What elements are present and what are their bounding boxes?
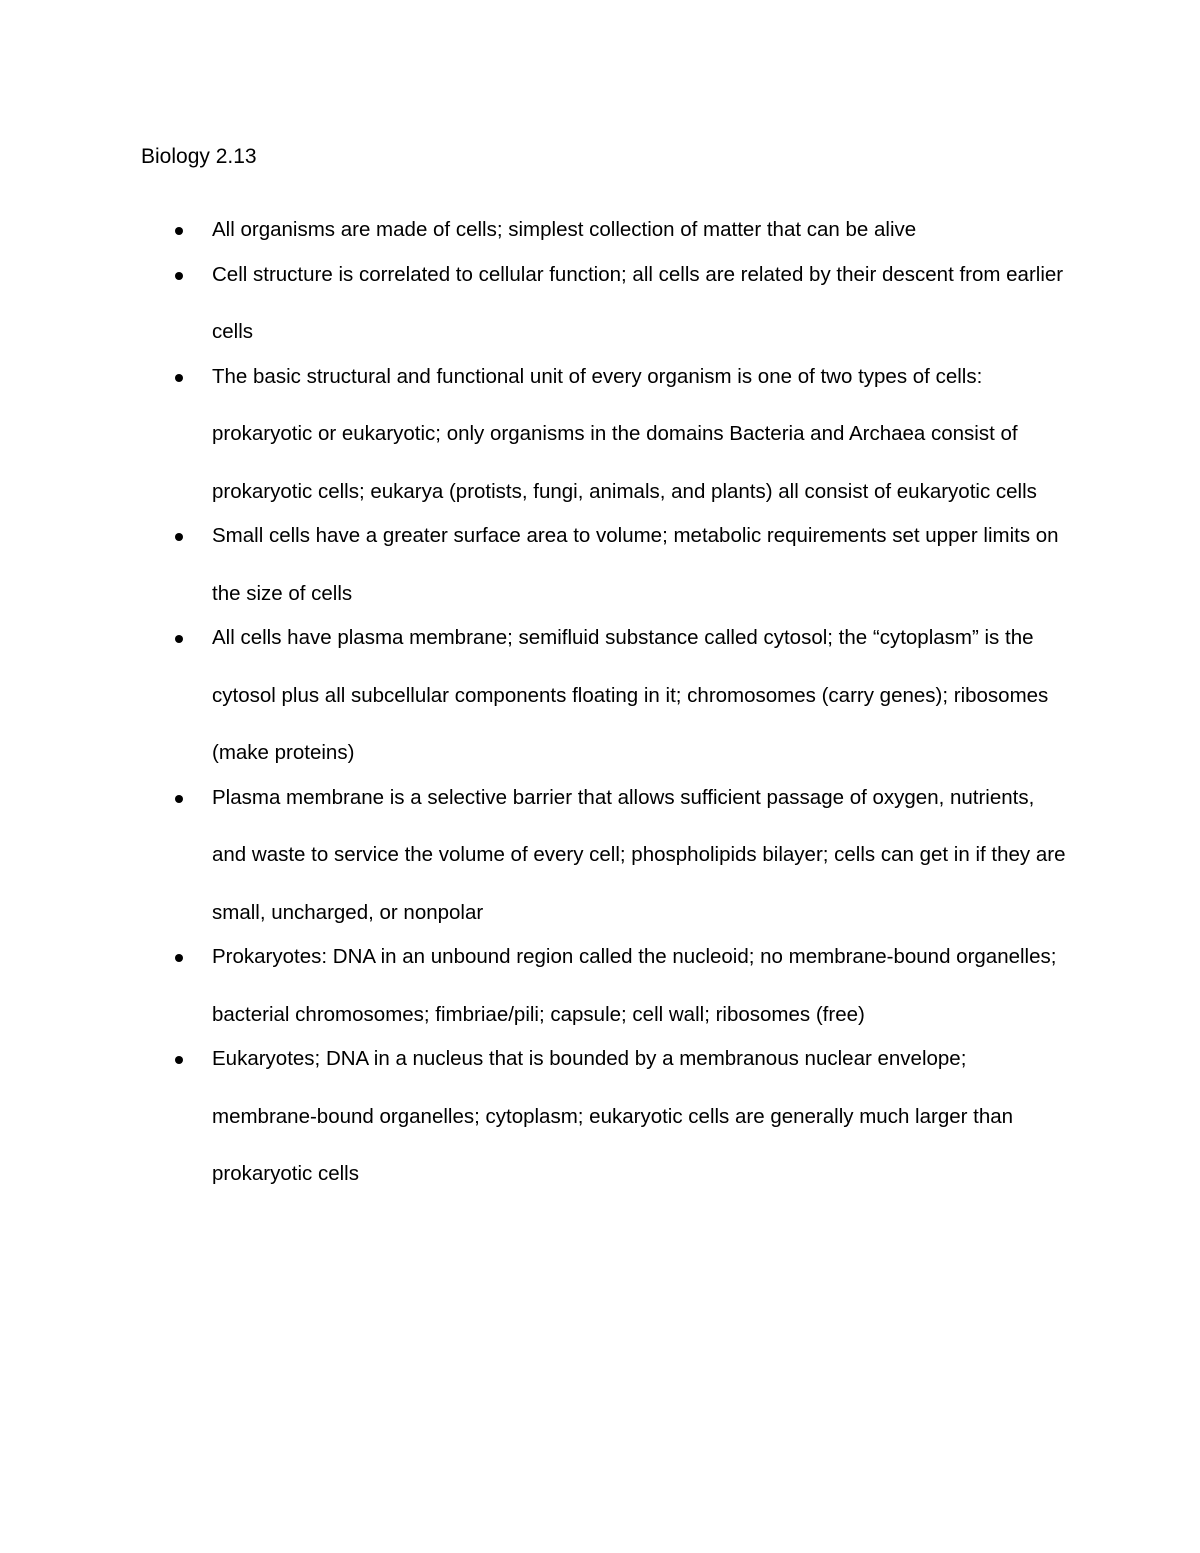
bullet-point-icon [175, 272, 183, 280]
bullet-text: Eukaryotes; DNA in a nucleus that is bounded by a membranous nuclear envelope; membrane-bound organelles; cytoplasm; eukaryotic cells are generally much larger than prokaryotic cells [212, 1047, 1014, 1185]
bullet-item [172, 1030, 1072, 1203]
bullet-text: The basic structural and functional unit of every organism is one of two types of cells: prokaryotic or eukaryotic; only organisms in the domains Bacteria and Archaea consist of prokaryotic cells; eukarya (protists, fungi, animals, and plants) all consist of eukaryotic cells [212, 364, 1037, 503]
bullet-text: Cell structure is correlated to cellular function; all cells are related by their descent from earlier cells [212, 262, 1064, 343]
bullet-text: All organisms are made of cells; simplest collection of matter that can be alive [212, 218, 917, 241]
bullet-text: All cells have plasma membrane; semifluid substance called cytosol; the “cytoplasm” is the cytosol plus all subcellular components floating in it; chromosomes (carry genes); ribosomes (make proteins) [212, 626, 1049, 764]
bullet-item [172, 769, 1072, 942]
bullet-text: Prokaryotes: DNA in an unbound region called the nucleoid; no membrane-bound organelles; bacterial chromosomes; fimbriae/pili; capsule; cell wall; ribosomes (free) [212, 945, 1057, 1026]
bullet-point-icon [175, 227, 183, 235]
bullet-item [172, 246, 1072, 361]
bullet-item [172, 507, 1072, 622]
bullet-point-icon [175, 795, 183, 803]
document-title: Biology 2.13 [141, 145, 257, 168]
bullet-point-icon [175, 374, 183, 382]
bullet-point-icon [175, 533, 183, 541]
bullet-point-icon [175, 954, 183, 962]
bullet-item [172, 928, 1072, 1043]
bullet-point-icon [175, 1056, 183, 1064]
bullet-item [172, 348, 1072, 521]
bullet-text: Plasma membrane is a selective barrier that allows sufficient passage of oxygen, nutrients, and waste to service the volume of every cell; phospholipids bilayer; cells can get in if they are small, uncharged, or nonpolar [212, 785, 1066, 924]
bullet-point-icon [175, 635, 183, 643]
bullet-list [172, 214, 1072, 1203]
bullet-item [172, 609, 1072, 782]
bullet-text: Small cells have a greater surface area to volume; metabolic requirements set upper limits on the size of cells [212, 524, 1059, 605]
